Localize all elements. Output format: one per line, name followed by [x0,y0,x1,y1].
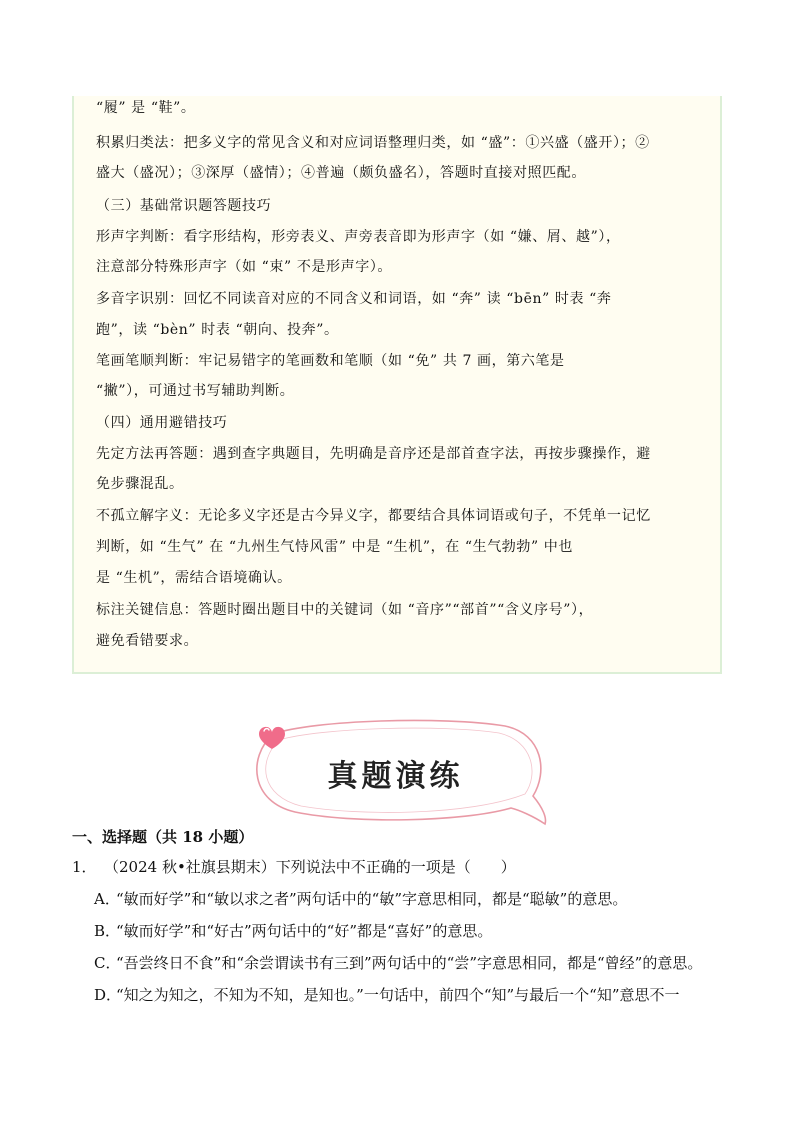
option-text: “知之为知之，不知为不知，是知也。”一句话中，前四个“知”与最后一个“知”意思不一 [116,986,680,1004]
tips-line: “履” 是 “鞋”。 [96,100,196,116]
tips-line: 盛大（盛况）；③深厚（盛情）；④普遍（颇负盛名），答题时直接对照匹配。 [96,165,586,181]
tips-line: 避免看错要求。 [96,633,199,649]
tips-subheading: （三）基础常识题答题技巧 [96,198,272,214]
question-number: 1． [72,858,97,876]
option-letter: B． [94,922,121,940]
tips-line: 形声字判断：看字形结构，形旁表义、声旁表音即为形声字（如 “嫌、屑、越”）， [96,229,621,245]
tips-line: “撇”），可通过书写辅助判断。 [96,383,295,399]
tips-line: 不孤立解字义：无论多义字还是古今异义字，都要结合具体词语或句子，不凭单一记忆 [96,508,651,524]
question-stem [72,856,516,877]
tips-line: 注意部分特殊形声字（如 “束” 不是形声字）。 [96,259,393,275]
option-letter: A． [94,890,120,908]
option-d[interactable] [94,984,680,1005]
option-text: “敏而好学”和“敏以求之者”两句话中的“敏”字意思相同，都是“聪敏”的意思。 [116,890,628,908]
option-letter: D． [94,986,122,1004]
option-text: “吾尝终日不食”和“余尝谓读书有三到”两句话中的“尝”字意思相同，都是“曾经”的意思。 [116,954,703,972]
tips-line: 多音字识别：回忆不同读音对应的不同含义和词语，如 “奔” 读 “bēn” 时表 “奔 [96,291,612,307]
option-a[interactable] [94,888,627,909]
tips-line: 笔画笔顺判断：牢记易错字的笔画数和笔顺（如 “免” 共 7 画，第六笔是 [96,353,565,369]
question-text: （2024 秋•社旗县期末）下列说法中不正确的一项是（ ） [104,858,516,876]
tips-line: 积累归类法：把多义字的常见含义和对应词语整理归类，如 “盛”：①兴盛（盛开）；② [96,135,650,151]
tips-line: 免步骤混乱。 [96,476,184,492]
option-c[interactable] [94,952,702,973]
option-letter: C． [94,954,121,972]
section-heading-bubble [243,712,548,830]
tips-line: 跑”，读 “bèn” 时表 “朝向、投奔”。 [96,322,339,338]
section-heading-title: 真题演练 [327,759,464,794]
option-b[interactable] [94,920,492,941]
tips-line: 标注关键信息：答题时圈出题目中的关键词（如 “音序”“部首”“含义序号”）， [96,602,594,618]
tips-line: 是 “生机”，需结合语境确认。 [96,570,292,586]
tips-line: 判断，如 “生气” 在 “九州生气恃风雷” 中是 “生机”，在 “生气勃勃” 中也 [96,539,574,555]
section-title: 一、选择题（共 18 小题） [72,828,254,846]
option-text: “敏而好学”和“好古”两句话中的“好”都是“喜好”的意思。 [116,922,493,940]
tips-line: 先定方法再答题：遇到查字典题目，先明确是音序还是部首查字法，再按步骤操作，避 [96,446,651,462]
tips-subheading: （四）通用避错技巧 [96,415,228,431]
